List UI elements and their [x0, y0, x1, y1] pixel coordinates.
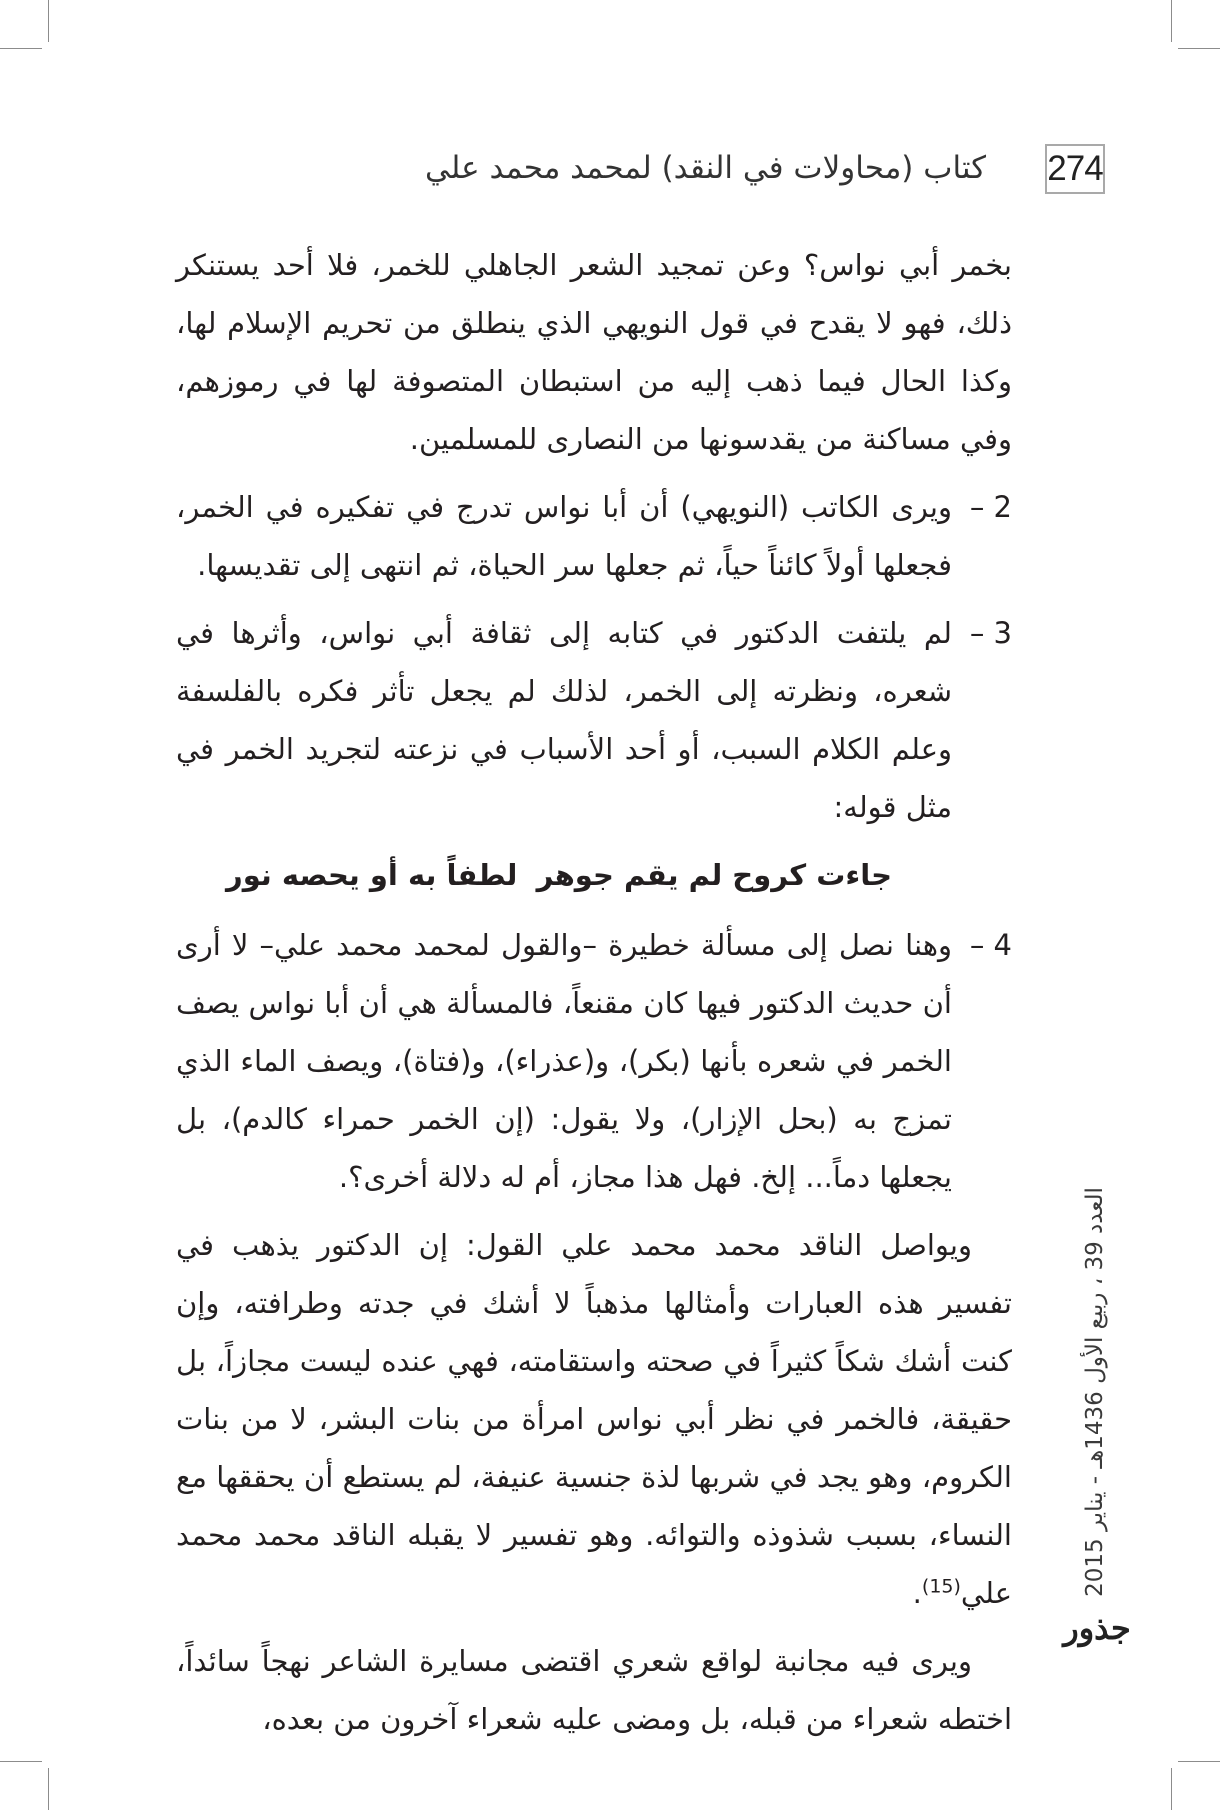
list-item: [176, 478, 1012, 594]
paragraph: ويرى فيه مجانبة لواقع شعري اقتضى مسايرة الشاعر نهجاً سائداً، اختطه شعراء من قبله، بل ومضى عليه شعراء آخرون من بعده،: [176, 1644, 1012, 1736]
crop-mark: [0, 48, 42, 49]
list-item: [176, 916, 1012, 1206]
crop-mark: [0, 1761, 42, 1762]
issue-info: [1078, 1152, 1112, 1632]
issue-info-text: العدد 39 ، ربيع الأول 1436هـ - يناير 2015: [1081, 1187, 1108, 1597]
list-item-text: ويرى الكاتب (النويهي) أن أبا نواس تدرج في تفكيره في الخمر، فجعلها أولاً كائناً حياً، ثم جعلها سر الحياة، ثم انتهى إلى تقديسها.: [176, 490, 952, 582]
crop-mark: [1171, 1768, 1172, 1810]
list-item-text: لم يلتفت الدكتور في كتابه إلى ثقافة أبي نواس، وأثرها في شعره، ونظرته إلى الخمر، لذلك لم يجعل تأثر فكره بالفلسفة وعلم الكلام السبب، أو أحد الأسباب في نزعته لتجريد الخمر في مثل قوله:: [176, 616, 952, 824]
journal-logo: جذور: [1063, 1609, 1131, 1647]
paragraph-text: ويواصل الناقد محمد محمد علي القول: إن الدكتور يذهب في تفسير هذه العبارات وأمثالها مذهباً لا أشك في جدته وطرافته، وإن كنت أشك شكاً كثيراً في صحته واستقامته، فهي عنده ليست مجازاً، بل حقيقة، فالخمر في نظر أبي نواس امرأة من بنات البشر، لا من بنات الكروم، وهو يجد في شربها لذة جنسية عنيفة، لم يستطع أن يحققها مع النساء، بسبب شذوذه والتوائه. وهو تفسير لا يقبله الناقد محمد محمد علي: [176, 1228, 1012, 1610]
crop-mark: [48, 0, 49, 42]
running-header: كتاب (محاولات في النقد) لمحمد محمد علي: [425, 150, 986, 186]
list-item-text: وهنا نصل إلى مسألة خطيرة –والقول لمحمد محمد علي– لا أرى أن حديث الدكتور فيها كان مقنعاً، فالمسألة هي أن أبا نواس يصف الخمر في شعره بأنها (بكر)، و(عذراء)، و(فتاة)، ويصف الماء الذي تمزج به (بحل الإزار)، ولا يقول: (إن الخمر حمراء كالدم)، بل يجعلها دماً... إلخ. فهل هذا مجاز، أم له دلالة أخرى؟.: [176, 928, 952, 1194]
crop-mark: [1171, 0, 1172, 42]
list-number: 4 –: [969, 928, 1012, 962]
crop-mark: [1178, 48, 1220, 49]
page-content: [176, 236, 1012, 1758]
list-number: 2 –: [969, 490, 1012, 524]
verse-first-hemistich: جاءت كروح لم يقم جوهر: [536, 858, 892, 892]
crop-mark: [48, 1768, 49, 1810]
page-number: 274: [1045, 144, 1105, 194]
verse-second-hemistich: لطفاً به أو يحصه نور: [226, 858, 518, 892]
paragraph-end: .: [912, 1576, 922, 1610]
paragraph: [176, 1216, 1012, 1622]
list-number: 3 –: [969, 616, 1012, 650]
poem-verse: [176, 846, 1012, 904]
list-item: [176, 604, 1012, 836]
paragraph: بخمر أبي نواس؟ وعن تمجيد الشعر الجاهلي للخمر، فلا أحد يستنكر ذلك، فهو لا يقدح في قول النويهي الذي ينطلق من تحريم الإسلام لها، وكذا الحال فيما ذهب إليه من استبطان المتصوفة لها في رموزهم، وفي مساكنة من يقدسونها من النصارى للمسلمين.: [176, 248, 1012, 456]
footnote-reference[interactable]: (15): [921, 1575, 961, 1598]
crop-mark: [1178, 1761, 1220, 1762]
